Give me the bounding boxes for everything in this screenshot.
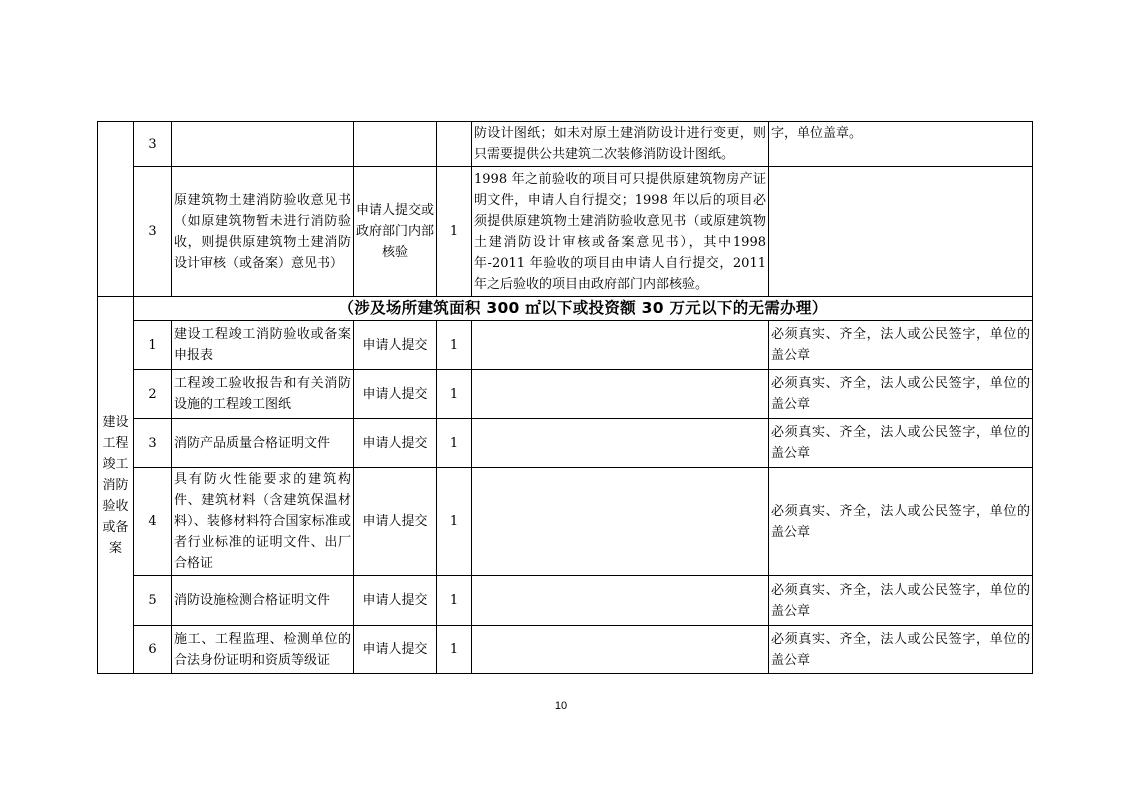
copies-count: 1 [437,626,472,674]
material-note [472,370,769,419]
material-source: 申请人提交或政府部门内部核验 [354,167,437,297]
material-source: 申请人提交 [354,370,437,419]
material-name: 消防设施检测合格证明文件 [172,576,354,626]
material-note: 1998 年之前验收的项目可只提供原建筑物房产证明文件，申请人自行提交；1998 年以后的项目必须提供原建筑物土建消防验收意见书（或原建筑物土建消防设计审核或备案意见书），其中1998 年-2011 年验收的项目由申请人自行提交，2011 年之后验收的项目由政府部门内部核验。 [472,167,769,297]
material-note [472,626,769,674]
table-row [98,468,1033,576]
copies-count: 1 [437,167,472,297]
material-requirement: 必须真实、齐全，法人或公民签字，单位的盖公章 [769,468,1033,576]
material-source: 申请人提交 [354,468,437,576]
table-row [98,419,1033,468]
material-requirement [769,167,1033,297]
material-requirement: 必须真实、齐全，法人或公民签字，单位的盖公章 [769,370,1033,419]
material-requirement: 必须真实、齐全，法人或公民签字，单位的盖公章 [769,321,1033,370]
copies-count: 1 [437,370,472,419]
table-row [98,297,1033,321]
row-number: 4 [134,468,172,576]
copies-count: 1 [437,468,472,576]
material-requirement: 必须真实、齐全，法人或公民签字，单位的盖公章 [769,419,1033,468]
table-row [98,370,1033,419]
table-row [98,321,1033,370]
material-name: 工程竣工验收报告和有关消防设施的工程竣工图纸 [172,370,354,419]
material-name: 具有防火性能要求的建筑构件、建筑材料（含建筑保温材料）、装修材料符合国家标准或者行业标准的证明文件、出厂合格证 [172,468,354,576]
table-row [98,576,1033,626]
materials-table [97,121,1033,674]
material-note: 防设计图纸；如未对原土建消防设计进行变更，则只需要提供公共建筑二次装修消防设计图纸。 [472,122,769,167]
material-note [472,468,769,576]
row-number: 3 [134,167,172,297]
table-row [98,167,1033,297]
table-row [98,626,1033,674]
copies-count: 1 [437,576,472,626]
page-number: 10 [554,700,568,712]
material-name: 消防产品质量合格证明文件 [172,419,354,468]
row-number: 3 [134,122,172,167]
section-banner: （涉及场所建筑面积 300 ㎡以下或投资额 30 万元以下的无需办理） [134,297,1033,321]
material-note [472,576,769,626]
material-source: 申请人提交 [354,419,437,468]
row-number: 6 [134,626,172,674]
material-name: 施工、工程监理、检测单位的合法身份证明和资质等级证 [172,626,354,674]
section-label: 建设工程竣工消防验收或备案 [98,297,134,674]
copies-count [437,122,472,167]
section-cell-prev [98,122,134,297]
material-note [472,419,769,468]
row-number: 3 [134,419,172,468]
material-name: 原建筑物土建消防验收意见书（如原建筑物暂未进行消防验收，则提供原建筑物土建消防设计审核（或备案）意见书） [172,167,354,297]
material-source: 申请人提交 [354,626,437,674]
material-requirement: 必须真实、齐全，法人或公民签字，单位的盖公章 [769,576,1033,626]
copies-count: 1 [437,321,472,370]
copies-count: 1 [437,419,472,468]
material-requirement: 字，单位盖章。 [769,122,1033,167]
material-name [172,122,354,167]
material-note [472,321,769,370]
row-number: 2 [134,370,172,419]
material-name: 建设工程竣工消防验收或备案申报表 [172,321,354,370]
material-source [354,122,437,167]
material-source: 申请人提交 [354,321,437,370]
material-requirement: 必须真实、齐全，法人或公民签字，单位的盖公章 [769,626,1033,674]
table-row [98,122,1033,167]
material-source: 申请人提交 [354,576,437,626]
row-number: 5 [134,576,172,626]
row-number: 1 [134,321,172,370]
